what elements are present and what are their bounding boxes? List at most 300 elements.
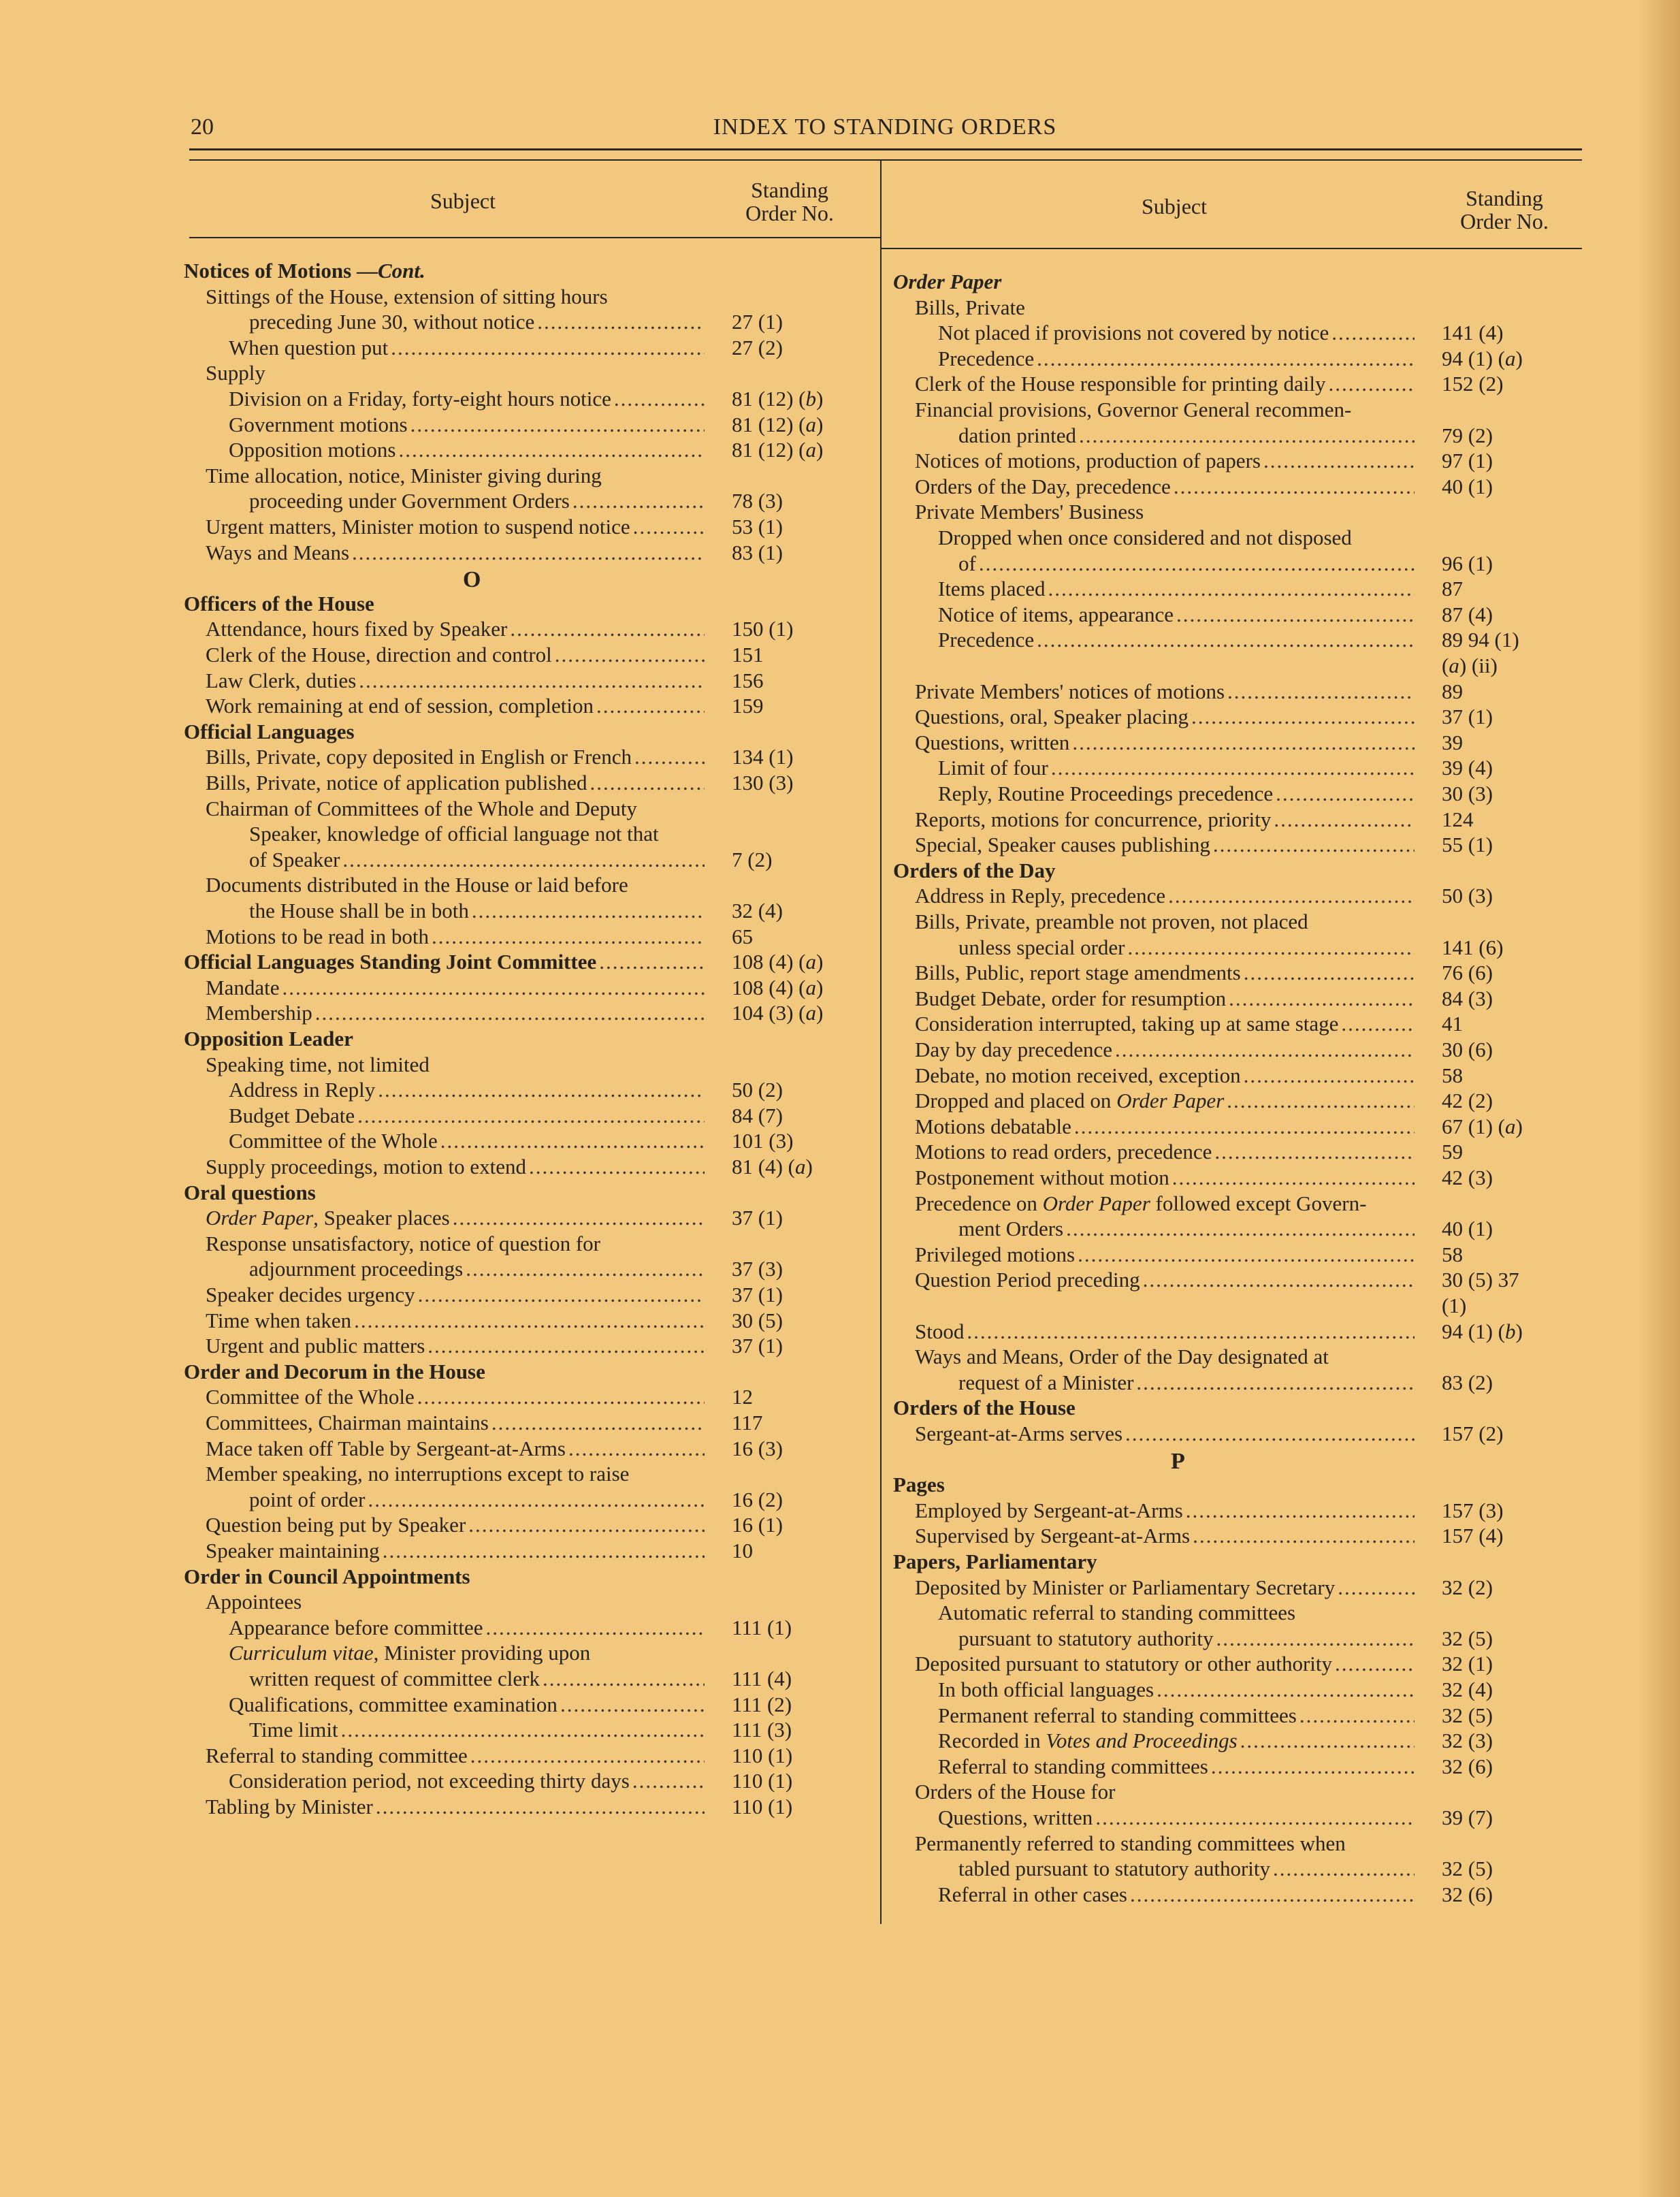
dot-leader xyxy=(453,1206,705,1230)
standing-order-number: 111 (3) xyxy=(732,1718,792,1742)
entry-subject: Attendance, hours fixed by Speaker xyxy=(206,617,508,641)
dot-leader xyxy=(398,438,705,462)
entry-subject: Private Members' notices of motions xyxy=(915,679,1225,703)
dot-leader xyxy=(1168,884,1415,908)
standing-order-number: (a) (ii) xyxy=(1442,654,1498,677)
dot-leader xyxy=(1227,679,1415,704)
standing-order-number: 124 xyxy=(1442,807,1474,831)
entry-subject: Committee of the Whole xyxy=(206,1385,415,1409)
dot-leader xyxy=(368,1488,705,1512)
entry-heading: Opposition Leader xyxy=(184,1027,353,1051)
standing-order-number: 32 (4) xyxy=(1442,1678,1493,1701)
entry-subject: dation printed xyxy=(958,423,1077,447)
standing-order-number: 30 (3) xyxy=(1442,782,1493,805)
entry-subject: Consideration period, not exceeding thirty days xyxy=(229,1769,630,1793)
dot-leader xyxy=(1186,1498,1415,1523)
entry-subject: pursuant to statutory authority xyxy=(958,1626,1214,1650)
entry-heading: Order in Council Appointments xyxy=(184,1564,470,1588)
dot-leader xyxy=(1229,987,1415,1011)
entry-subject: Referral to standing committees xyxy=(938,1754,1208,1778)
entry-subject: preceding June 30, without notice xyxy=(249,310,535,334)
standing-order-number: 89 94 (1) xyxy=(1442,628,1519,652)
entry-heading: Notices of Motions —Cont. xyxy=(184,259,425,283)
entry-subject: Supervised by Sergeant-at-Arms xyxy=(915,1524,1191,1548)
entry-subject: Employed by Sergeant-at-Arms xyxy=(915,1498,1183,1522)
dot-leader xyxy=(543,1667,705,1691)
entry-subject: Ways and Means xyxy=(206,540,350,564)
dot-leader xyxy=(1125,1422,1415,1446)
entry-subject: Reply, Routine Proceedings precedence xyxy=(938,782,1274,805)
dot-leader xyxy=(1072,731,1415,755)
dot-leader xyxy=(529,1155,705,1179)
standing-order-number: 108 (4) (a) xyxy=(732,975,824,999)
standing-order-number: 110 (1) xyxy=(732,1743,793,1767)
entry-subject: Appearance before committee xyxy=(229,1615,483,1639)
entry-heading: Order Paper xyxy=(893,270,1002,293)
entry-subject: Questions, oral, Speaker placing xyxy=(915,705,1189,729)
entry-subject: Permanently referred to standing committees when xyxy=(915,1831,1346,1855)
entry-subject: Committee of the Whole xyxy=(229,1129,438,1153)
dot-leader xyxy=(1176,603,1415,627)
entry-subject: Ways and Means, Order of the Day designated at xyxy=(915,1345,1329,1369)
standing-order-number: 141 (4) xyxy=(1442,321,1504,345)
entry-subject: Tabling by Minister xyxy=(206,1795,373,1818)
standing-order-number: 81 (12) (a) xyxy=(732,438,824,462)
top-rule-2 xyxy=(189,159,1582,161)
entry-subject: Supply proceedings, motion to extend xyxy=(206,1155,526,1178)
entry-subject: Recorded in Votes and Proceedings xyxy=(938,1729,1238,1753)
left-header-bottom-rule xyxy=(189,237,881,238)
standing-order-number: 39 (4) xyxy=(1442,756,1493,780)
standing-order-number: 40 (1) xyxy=(1442,1217,1493,1241)
entry-subject: Dropped and placed on Order Paper xyxy=(915,1089,1225,1113)
dot-leader xyxy=(1273,1857,1415,1881)
dot-leader xyxy=(352,541,705,565)
standing-order-number: 78 (3) xyxy=(732,489,783,513)
dot-leader xyxy=(1172,1166,1415,1190)
standing-order-number: 84 (7) xyxy=(732,1103,783,1127)
standing-order-number: 37 (1) xyxy=(1442,705,1493,729)
entry-subject: Automatic referral to standing committees xyxy=(938,1601,1296,1625)
standing-order-number: (1) xyxy=(1442,1294,1467,1317)
dot-leader xyxy=(1341,1012,1415,1036)
entry-subject: Bills, Public, report stage amendments xyxy=(915,961,1241,985)
standing-order-number: 83 (1) xyxy=(732,540,783,564)
left-subject-header xyxy=(368,189,558,212)
standing-order-number: 30 (6) xyxy=(1442,1038,1493,1061)
entry-subject: Special, Speaker causes publishing xyxy=(915,833,1210,857)
entry-subject: Documents distributed in the House or laid before xyxy=(206,873,628,897)
standing-order-number: 53 (1) xyxy=(732,515,783,539)
entry-subject: Clerk of the House responsible for printing daily xyxy=(915,372,1326,396)
standing-order-number: 111 (1) xyxy=(732,1615,792,1639)
entry-subject: Government motions xyxy=(229,412,408,436)
standing-order-number: 108 (4) (a) xyxy=(732,950,824,974)
standing-order-number: 32 (6) xyxy=(1442,1882,1493,1906)
column-divider xyxy=(880,161,882,1924)
dot-leader xyxy=(1244,961,1415,985)
entry-subject: the House shall be in both xyxy=(249,899,469,923)
dot-leader xyxy=(599,950,705,974)
dot-leader xyxy=(1174,475,1415,499)
entry-subject: Motions to read orders, precedence xyxy=(915,1140,1212,1164)
dot-leader xyxy=(1136,1370,1415,1395)
dot-leader xyxy=(1066,1217,1415,1241)
dot-leader xyxy=(633,515,705,539)
entry-heading: Officers of the House xyxy=(184,591,374,615)
entry-subject: Address in Reply xyxy=(229,1078,376,1102)
dot-leader xyxy=(383,1539,705,1563)
dot-leader xyxy=(357,1104,705,1128)
entry-subject: proceeding under Government Orders xyxy=(249,489,570,513)
dot-leader xyxy=(1227,1089,1415,1113)
standing-order-number: 111 (2) xyxy=(732,1692,792,1716)
standing-order-number: 37 (1) xyxy=(732,1206,783,1230)
left-standing-header xyxy=(722,178,858,225)
standing-order-number: 42 (2) xyxy=(1442,1089,1493,1113)
top-rule-1 xyxy=(189,148,1582,150)
standing-order-number: 67 (1) (a) xyxy=(1442,1114,1523,1138)
entry-subject: Stood xyxy=(915,1319,965,1343)
standing-order-number: 96 (1) xyxy=(1442,551,1493,575)
entry-subject: Motions to be read in both xyxy=(206,924,430,948)
entry-subject: Supply xyxy=(206,361,265,385)
standing-order-number: 16 (1) xyxy=(732,1513,783,1537)
entry-subject: Dropped when once considered and not disposed xyxy=(938,526,1352,549)
standing-order-number: 65 xyxy=(732,924,753,948)
entry-subject: Financial provisions, Governor General recommen- xyxy=(915,398,1352,421)
standing-order-number: 30 (5) 37 xyxy=(1442,1268,1519,1292)
standing-order-number: 76 (6) xyxy=(1442,961,1493,985)
dot-leader xyxy=(1051,756,1415,780)
dot-leader xyxy=(376,1795,705,1819)
entry-subject: Urgent and public matters xyxy=(206,1334,425,1358)
entry-subject: Speaker decides urgency xyxy=(206,1283,415,1306)
dot-leader xyxy=(1191,705,1415,729)
dot-leader xyxy=(1276,782,1415,806)
dot-leader xyxy=(1079,423,1415,448)
standing-order-number: 141 (6) xyxy=(1442,935,1504,959)
standing-order-number: 32 (1) xyxy=(1442,1652,1493,1676)
standing-order-number: 97 (1) xyxy=(1442,449,1493,473)
entry-subject: Reports, motions for concurrence, priority xyxy=(915,807,1272,831)
standing-order-number: 156 xyxy=(732,668,764,692)
standing-order-number: 87 xyxy=(1442,577,1463,601)
entry-subject: Membership xyxy=(206,1001,312,1025)
standing-order-number: 50 (2) xyxy=(732,1078,783,1102)
standing-order-number: 42 (3) xyxy=(1442,1166,1493,1189)
standing-order-number: 157 (2) xyxy=(1442,1422,1504,1445)
entry-subject: Mace taken off Table by Sergeant-at-Arms xyxy=(206,1436,566,1460)
dot-leader xyxy=(967,1319,1415,1344)
standing-order-number: 117 xyxy=(732,1411,763,1434)
dot-leader xyxy=(470,1744,705,1768)
standing-order-number: 37 (3) xyxy=(732,1257,783,1281)
entry-subject: Response unsatisfactory, notice of question for xyxy=(206,1231,600,1255)
dot-leader xyxy=(634,745,705,769)
entry-subject: Law Clerk, duties xyxy=(206,668,357,692)
entry-subject: Debate, no motion received, exception xyxy=(915,1063,1241,1087)
dot-leader xyxy=(1074,1114,1415,1139)
dot-leader xyxy=(1078,1242,1415,1267)
dot-leader xyxy=(417,1385,705,1409)
entry-subject: Time allocation, notice, Minister giving during xyxy=(206,463,602,487)
dot-leader xyxy=(555,643,705,667)
dot-leader xyxy=(391,336,705,360)
right-header-bottom-rule xyxy=(881,248,1582,249)
dot-leader xyxy=(537,310,705,334)
dot-leader xyxy=(632,1769,705,1793)
standing-order-number: 32 (2) xyxy=(1442,1575,1493,1599)
dot-leader xyxy=(341,1718,705,1742)
entry-subject: of Speaker xyxy=(249,847,340,871)
entry-heading: Official Languages Standing Joint Committee xyxy=(184,950,597,974)
standing-order-number: 111 (4) xyxy=(732,1667,792,1690)
standing-order-number: 32 (4) xyxy=(732,899,783,923)
standing-order-number: 101 (3) xyxy=(732,1129,794,1153)
dot-leader xyxy=(342,848,705,872)
dot-leader xyxy=(1143,1268,1415,1292)
dot-leader xyxy=(1240,1729,1415,1753)
entry-subject: Precedence xyxy=(938,346,1035,370)
entry-subject: Member speaking, no interruptions except to raise xyxy=(206,1462,630,1486)
standing-order-number: 104 (3) (a) xyxy=(732,1001,824,1025)
entry-heading: Papers, Parliamentary xyxy=(893,1550,1097,1573)
right-subject-header xyxy=(1079,195,1270,218)
entry-subject: Questions, written xyxy=(938,1806,1093,1829)
entry-subject: Chairman of Committees of the Whole and Deputy xyxy=(206,796,637,820)
standing-label: Standing xyxy=(1466,186,1543,210)
dot-leader xyxy=(979,551,1415,576)
entry-subject: Day by day precedence xyxy=(915,1038,1113,1061)
entry-subject: Bills, Private, notice of application published xyxy=(206,771,587,795)
dot-leader xyxy=(614,387,705,411)
entry-heading: Orders of the Day xyxy=(893,858,1056,882)
dot-leader xyxy=(354,1309,705,1333)
standing-order-number: 110 (1) xyxy=(732,1795,793,1818)
standing-order-number: 10 xyxy=(732,1539,753,1562)
entry-subject: Limit of four xyxy=(938,756,1048,780)
standing-order-number: 39 (7) xyxy=(1442,1806,1493,1829)
dot-leader xyxy=(359,669,705,693)
dot-leader xyxy=(468,1513,705,1537)
entry-subject: Question Period preceding xyxy=(915,1268,1140,1292)
standing-order-number: 27 (1) xyxy=(732,310,783,334)
entry-subject: request of a Minister xyxy=(958,1370,1134,1394)
dot-leader xyxy=(596,694,705,718)
page-edge-shadow xyxy=(1639,0,1680,2197)
standing-order-number: 40 (1) xyxy=(1442,474,1493,498)
entry-subject: Mandate xyxy=(206,975,280,999)
order-no-label: Order No. xyxy=(1460,209,1549,234)
entry-subject: Curriculum vitae, Minister providing upon xyxy=(229,1641,591,1665)
dot-leader xyxy=(440,1129,705,1153)
entry-subject: ment Orders xyxy=(958,1217,1064,1241)
dot-leader xyxy=(1331,321,1415,345)
entry-subject: tabled pursuant to statutory authority xyxy=(958,1857,1271,1881)
dot-leader xyxy=(560,1693,705,1717)
entry-subject: point of order xyxy=(249,1487,366,1511)
standing-order-number: 37 (1) xyxy=(732,1334,783,1358)
entry-subject: Deposited by Minister or Parliamentary Secretary xyxy=(915,1575,1336,1599)
dot-leader xyxy=(1130,1882,1415,1907)
dot-leader xyxy=(1157,1678,1415,1702)
standing-order-number: 157 (4) xyxy=(1442,1524,1504,1548)
entry-subject: Questions, written xyxy=(915,730,1070,754)
entry-subject: Qualifications, committee examination xyxy=(229,1692,558,1716)
running-title: INDEX TO STANDING ORDERS xyxy=(713,114,1057,140)
standing-order-number: 94 (1) (a) xyxy=(1442,346,1523,370)
dot-leader xyxy=(1338,1575,1415,1600)
entry-subject: In both official languages xyxy=(938,1678,1154,1701)
dot-leader xyxy=(572,489,705,513)
entry-subject: Precedence on Order Paper followed except Govern- xyxy=(915,1191,1367,1215)
entry-subject: Notice of items, appearance xyxy=(938,602,1174,626)
entry-subject: Postponement without motion xyxy=(915,1166,1169,1189)
entry-subject: Items placed xyxy=(938,577,1046,601)
entry-subject: Orders of the Day, precedence xyxy=(915,474,1171,498)
entry-subject: Speaking time, not limited xyxy=(206,1052,430,1076)
entry-subject: of xyxy=(958,551,976,575)
entry-subject: Speaker maintaining xyxy=(206,1539,380,1562)
dot-leader xyxy=(378,1078,705,1102)
dot-leader xyxy=(1037,628,1415,652)
entry-subject: Time limit xyxy=(249,1718,338,1742)
standing-order-number: 110 (1) xyxy=(732,1769,793,1793)
standing-order-number: 7 (2) xyxy=(732,847,773,871)
standing-order-number: 59 xyxy=(1442,1140,1463,1164)
standing-order-number: 41 xyxy=(1442,1012,1463,1036)
standing-order-number: 16 (3) xyxy=(732,1436,783,1460)
dot-leader xyxy=(1127,935,1415,960)
standing-order-number: 37 (1) xyxy=(732,1283,783,1306)
section-letter: P xyxy=(1171,1448,1185,1474)
entry-subject: Notices of motions, production of papers xyxy=(915,449,1261,473)
standing-order-number: 134 (1) xyxy=(732,745,794,769)
dot-leader xyxy=(568,1437,705,1461)
entry-heading: Official Languages xyxy=(184,719,355,743)
dot-leader xyxy=(1048,577,1415,601)
standing-order-number: 84 (3) xyxy=(1442,986,1493,1010)
dot-leader xyxy=(427,1334,705,1358)
entry-subject: Work remaining at end of session, completion xyxy=(206,694,594,718)
standing-order-number: 55 (1) xyxy=(1442,833,1493,857)
dot-leader xyxy=(1037,347,1415,371)
subject-label: Subject xyxy=(430,189,496,213)
entry-subject: Budget Debate, order for resumption xyxy=(915,986,1227,1010)
standing-order-number: 89 xyxy=(1442,679,1463,703)
entry-subject: Sittings of the House, extension of sitting hours xyxy=(206,284,608,308)
standing-order-number: 87 (4) xyxy=(1442,602,1493,626)
order-no-label: Order No. xyxy=(745,201,834,225)
standing-order-number: 157 (3) xyxy=(1442,1498,1504,1522)
entry-subject: Sergeant-at-Arms serves xyxy=(915,1422,1123,1445)
dot-leader xyxy=(491,1411,705,1435)
standing-order-number: 152 (2) xyxy=(1442,372,1504,396)
dot-leader xyxy=(486,1616,705,1640)
standing-order-number: 32 (5) xyxy=(1442,1703,1493,1727)
dot-leader xyxy=(1263,449,1415,473)
standing-order-number: 159 xyxy=(732,694,764,718)
entry-heading: Orders of the House xyxy=(893,1396,1076,1420)
dot-leader xyxy=(315,1001,705,1025)
dot-leader xyxy=(1244,1063,1415,1088)
entry-subject: Committees, Chairman maintains xyxy=(206,1411,489,1434)
entry-subject: Time when taken xyxy=(206,1308,352,1332)
standing-order-number: 39 xyxy=(1442,730,1463,754)
entry-subject: Privileged motions xyxy=(915,1242,1076,1266)
entry-subject: Deposited pursuant to statutory or other authority xyxy=(915,1652,1332,1676)
standing-order-number: 32 (6) xyxy=(1442,1754,1493,1778)
dot-leader xyxy=(1115,1038,1415,1062)
standing-order-number: 32 (3) xyxy=(1442,1729,1493,1753)
dot-leader xyxy=(1274,807,1415,832)
entry-subject: Division on a Friday, forty-eight hours notice xyxy=(229,387,611,411)
page-number: 20 xyxy=(191,114,214,140)
standing-order-number: 12 xyxy=(732,1385,753,1409)
section-letter: O xyxy=(463,567,481,593)
standing-order-number: 130 (3) xyxy=(732,771,794,795)
standing-order-number: 27 (2) xyxy=(732,335,783,359)
entry-subject: Clerk of the House, direction and control xyxy=(206,643,552,667)
standing-order-number: 79 (2) xyxy=(1442,423,1493,447)
dot-leader xyxy=(432,925,705,949)
entry-subject: Orders of the House for xyxy=(915,1780,1116,1804)
dot-leader xyxy=(1335,1652,1415,1676)
dot-leader xyxy=(472,899,705,923)
standing-order-number: 32 (5) xyxy=(1442,1857,1493,1881)
dot-leader xyxy=(418,1283,705,1307)
entry-subject: Referral to standing committee xyxy=(206,1743,468,1767)
dot-leader xyxy=(1095,1806,1415,1830)
entry-subject: Opposition motions xyxy=(229,438,396,462)
entry-subject: written request of committee clerk xyxy=(249,1667,540,1690)
standing-order-number: 81 (12) (b) xyxy=(732,387,824,411)
dot-leader xyxy=(510,617,705,641)
entry-subject: Bills, Private xyxy=(915,295,1025,319)
standing-order-number: 94 (1) (b) xyxy=(1442,1319,1523,1343)
page-header xyxy=(191,114,1579,147)
entry-subject: When question put xyxy=(229,335,389,359)
entry-subject: Bills, Private, preamble not proven, not placed xyxy=(915,910,1308,933)
standing-order-number: 81 (12) (a) xyxy=(732,412,824,436)
entry-subject: Bills, Private, copy deposited in English or French xyxy=(206,745,632,769)
entry-subject: Permanent referral to standing committees xyxy=(938,1703,1297,1727)
dot-leader xyxy=(282,976,705,1000)
dot-leader xyxy=(1329,372,1415,396)
dot-leader xyxy=(1214,1140,1415,1164)
entry-subject: Motions debatable xyxy=(915,1114,1071,1138)
entry-subject: unless special order xyxy=(958,935,1125,959)
dot-leader xyxy=(1193,1524,1415,1548)
dot-leader xyxy=(1211,1754,1415,1779)
right-standing-header xyxy=(1436,187,1572,233)
entry-subject: Referral in other cases xyxy=(938,1882,1128,1906)
standing-order-number: 58 xyxy=(1442,1242,1463,1266)
entry-heading: Pages xyxy=(893,1473,945,1497)
dot-leader xyxy=(1299,1703,1415,1728)
entry-subject: Not placed if provisions not covered by notice xyxy=(938,321,1329,345)
entry-subject: Address in Reply, precedence xyxy=(915,884,1166,908)
dot-leader xyxy=(589,771,705,795)
entry-subject: adjournment proceedings xyxy=(249,1257,464,1281)
dot-leader xyxy=(1216,1626,1415,1651)
standing-order-number: 58 xyxy=(1442,1063,1463,1087)
entry-heading: Order and Decorum in the House xyxy=(184,1359,485,1383)
standing-order-number: 32 (5) xyxy=(1442,1626,1493,1650)
entry-subject: Order Paper, Speaker places xyxy=(206,1206,450,1230)
entry-subject: Urgent matters, Minister motion to suspend notice xyxy=(206,515,630,539)
